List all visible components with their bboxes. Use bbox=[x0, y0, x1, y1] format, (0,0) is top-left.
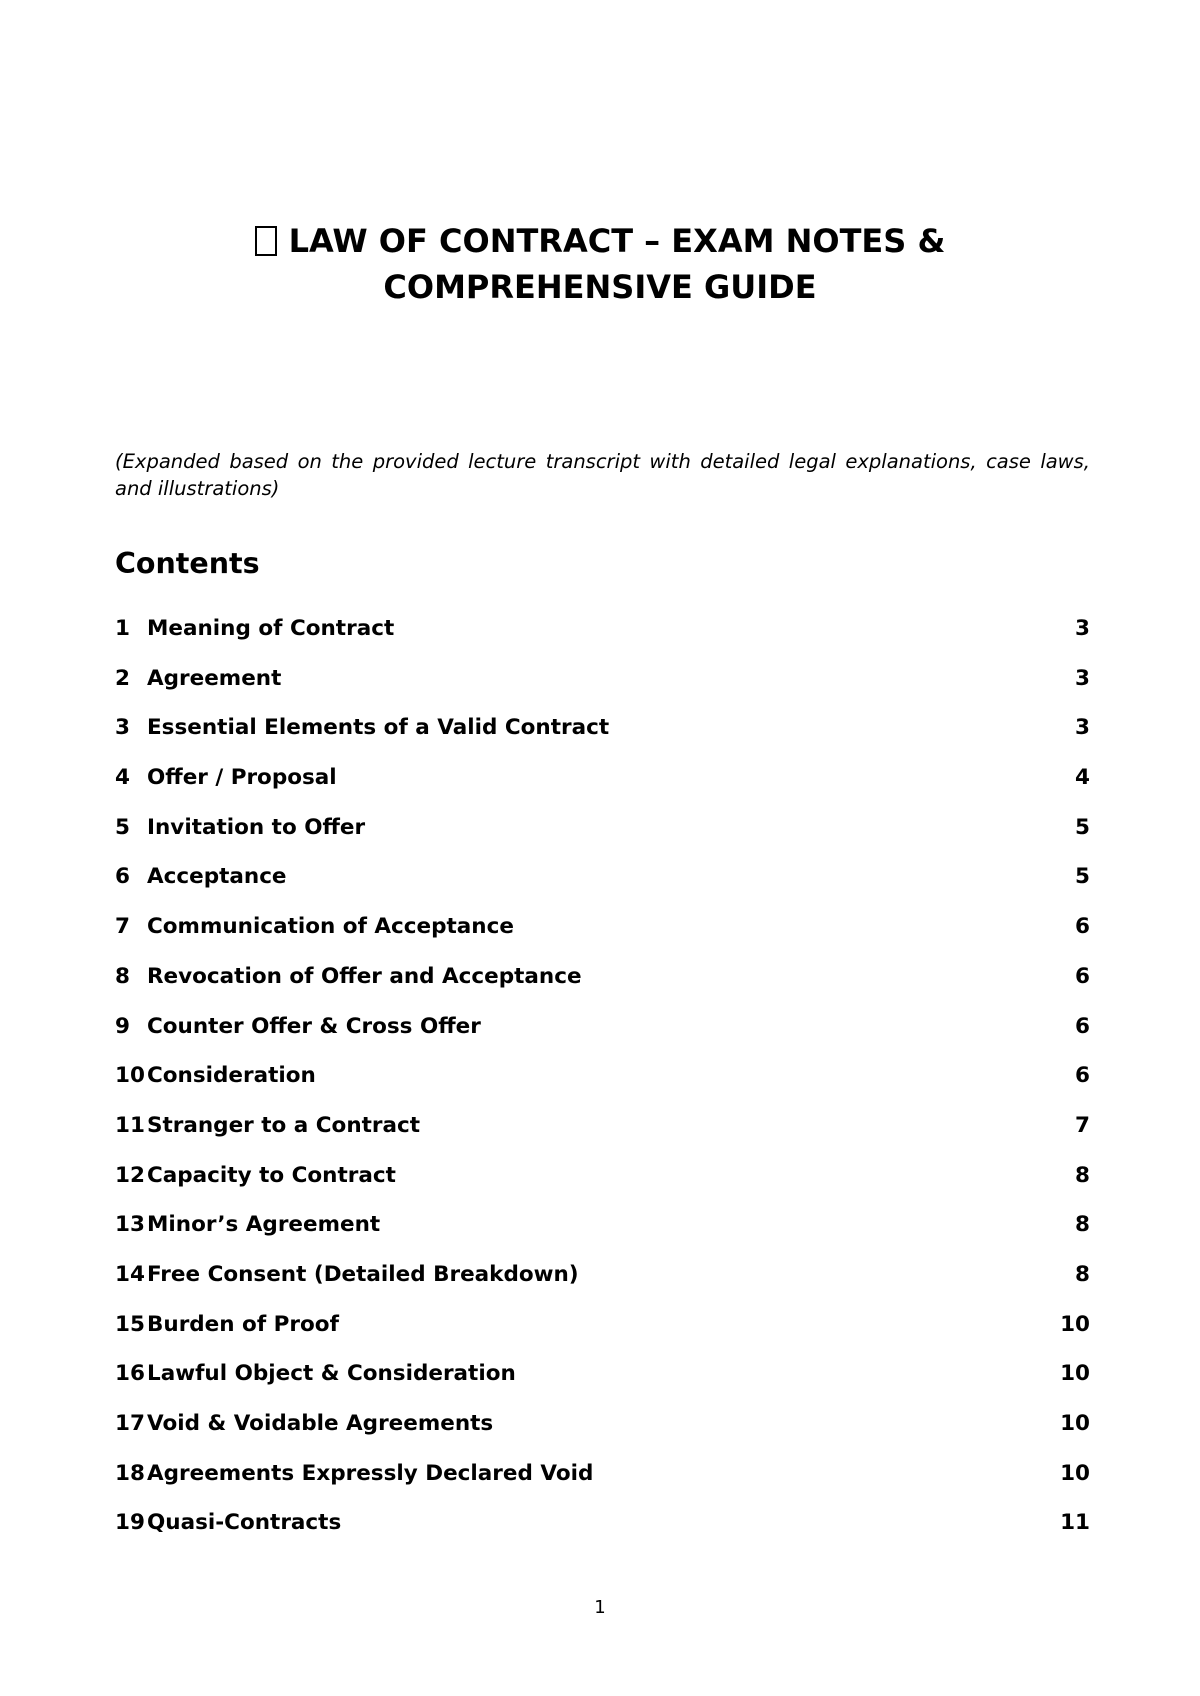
toc-entry-page: 4 bbox=[1075, 765, 1090, 791]
toc-entry-title: Consideration bbox=[147, 1063, 316, 1089]
toc-entry-title: Stranger to a Contract bbox=[147, 1112, 421, 1138]
toc-entry-number: 17 bbox=[115, 1411, 145, 1436]
toc-entry-number: 1 bbox=[115, 616, 130, 641]
document-title bbox=[115, 218, 1085, 310]
toc-entry-page: 6 bbox=[1075, 963, 1090, 989]
toc-entry-number: 9 bbox=[115, 1013, 130, 1039]
toc-entry-number: 11 bbox=[115, 1112, 145, 1138]
toc-entry-title: Capacity to Contract bbox=[147, 1162, 396, 1188]
toc-entry-number: 12 bbox=[115, 1162, 145, 1188]
toc-entry-number: 14 bbox=[115, 1261, 145, 1287]
toc-entry-number: 3 bbox=[115, 715, 130, 741]
toc-entry-title: Minor’s Agreement bbox=[147, 1212, 381, 1238]
toc-entry-title: Lawful Object & Consideration bbox=[147, 1361, 516, 1387]
contents-heading: Contents bbox=[115, 547, 260, 580]
toc-entry[interactable] bbox=[115, 763, 1090, 813]
toc-entry-page: 10 bbox=[1060, 1411, 1090, 1436]
toc-entry-number: 19 bbox=[115, 1510, 145, 1536]
toc-entry-title: Meaning of Contract bbox=[147, 616, 395, 641]
toc-entry[interactable] bbox=[115, 1210, 1090, 1260]
toc-entry-title: Quasi-Contracts bbox=[147, 1510, 342, 1536]
toc-entry-title: Communication of Acceptance bbox=[147, 914, 514, 940]
toc-entry-title: Essential Elements of a Valid Contract bbox=[147, 715, 610, 741]
toc-entry-title: Counter Offer & Cross Offer bbox=[147, 1013, 481, 1039]
toc-entry-page: 8 bbox=[1075, 1212, 1090, 1238]
toc-entry-page: 8 bbox=[1075, 1162, 1090, 1188]
toc-entry[interactable] bbox=[115, 962, 1090, 1012]
toc-entry-number: 16 bbox=[115, 1361, 145, 1387]
toc-entry[interactable] bbox=[115, 1111, 1090, 1161]
toc-entry-page: 10 bbox=[1060, 1311, 1090, 1337]
toc-entry-number: 4 bbox=[115, 765, 130, 791]
document-subtitle: (Expanded based on the provided lecture transcript with detailed legal explanations, case laws, and illustrations) bbox=[115, 450, 1090, 500]
toc-entry-number: 6 bbox=[115, 864, 130, 890]
toc-entry[interactable] bbox=[115, 1061, 1090, 1111]
toc-entry[interactable] bbox=[115, 862, 1090, 912]
toc-entry-page: 7 bbox=[1075, 1112, 1090, 1138]
toc-entry-page: 6 bbox=[1075, 914, 1090, 940]
toc-entry-page: 6 bbox=[1075, 1063, 1090, 1089]
toc-entry-number: 8 bbox=[115, 963, 130, 989]
document-title-text: LAW OF CONTRACT – EXAM NOTES & COMPREHENSIVE GUIDE bbox=[288, 222, 946, 306]
toc-entry-number: 10 bbox=[115, 1063, 145, 1089]
toc-entry-page: 3 bbox=[1075, 665, 1090, 691]
toc-entry[interactable] bbox=[115, 614, 1090, 664]
toc-entry-title: Invitation to Offer bbox=[147, 814, 366, 840]
toc-entry[interactable] bbox=[115, 912, 1090, 962]
toc-entry-page: 6 bbox=[1075, 1013, 1090, 1039]
toc-entry[interactable] bbox=[115, 1310, 1090, 1360]
toc-entry[interactable] bbox=[115, 664, 1090, 714]
toc-entry-title: Agreement bbox=[147, 665, 282, 691]
toc-entry-title: Free Consent (Detailed Breakdown) bbox=[147, 1261, 579, 1287]
toc-entry-page: 3 bbox=[1075, 715, 1090, 741]
toc-entry-number: 15 bbox=[115, 1311, 145, 1337]
page-number: 1 bbox=[594, 1597, 606, 1618]
toc-entry-page: 10 bbox=[1060, 1460, 1090, 1486]
toc-entry-page: 5 bbox=[1075, 864, 1090, 890]
toc-entry-title: Burden of Proof bbox=[147, 1311, 339, 1337]
toc-entry[interactable] bbox=[115, 1359, 1090, 1409]
missing-glyph-icon bbox=[255, 226, 277, 256]
toc-entry-number: 5 bbox=[115, 814, 130, 840]
table-of-contents bbox=[115, 614, 1090, 1558]
toc-entry-title: Offer / Proposal bbox=[147, 765, 337, 791]
toc-entry-page: 11 bbox=[1060, 1510, 1090, 1536]
toc-entry[interactable] bbox=[115, 1409, 1090, 1459]
toc-entry-title: Revocation of Offer and Acceptance bbox=[147, 963, 582, 989]
toc-entry-title: Void & Voidable Agreements bbox=[147, 1411, 494, 1436]
toc-entry-title: Agreements Expressly Declared Void bbox=[147, 1460, 594, 1486]
toc-entry-page: 3 bbox=[1075, 616, 1090, 641]
toc-entry-number: 7 bbox=[115, 914, 130, 940]
toc-entry[interactable] bbox=[115, 1459, 1090, 1509]
toc-entry-page: 8 bbox=[1075, 1261, 1090, 1287]
toc-entry[interactable] bbox=[115, 813, 1090, 863]
toc-entry-page: 10 bbox=[1060, 1361, 1090, 1387]
toc-entry[interactable] bbox=[115, 1508, 1090, 1558]
toc-entry-page: 5 bbox=[1075, 814, 1090, 840]
toc-entry-number: 13 bbox=[115, 1212, 145, 1238]
toc-entry-number: 2 bbox=[115, 665, 130, 691]
toc-entry-number: 18 bbox=[115, 1460, 145, 1486]
toc-entry[interactable] bbox=[115, 1012, 1090, 1062]
toc-entry[interactable] bbox=[115, 713, 1090, 763]
toc-entry[interactable] bbox=[115, 1260, 1090, 1310]
toc-entry-title: Acceptance bbox=[147, 864, 287, 890]
toc-entry[interactable] bbox=[115, 1161, 1090, 1211]
